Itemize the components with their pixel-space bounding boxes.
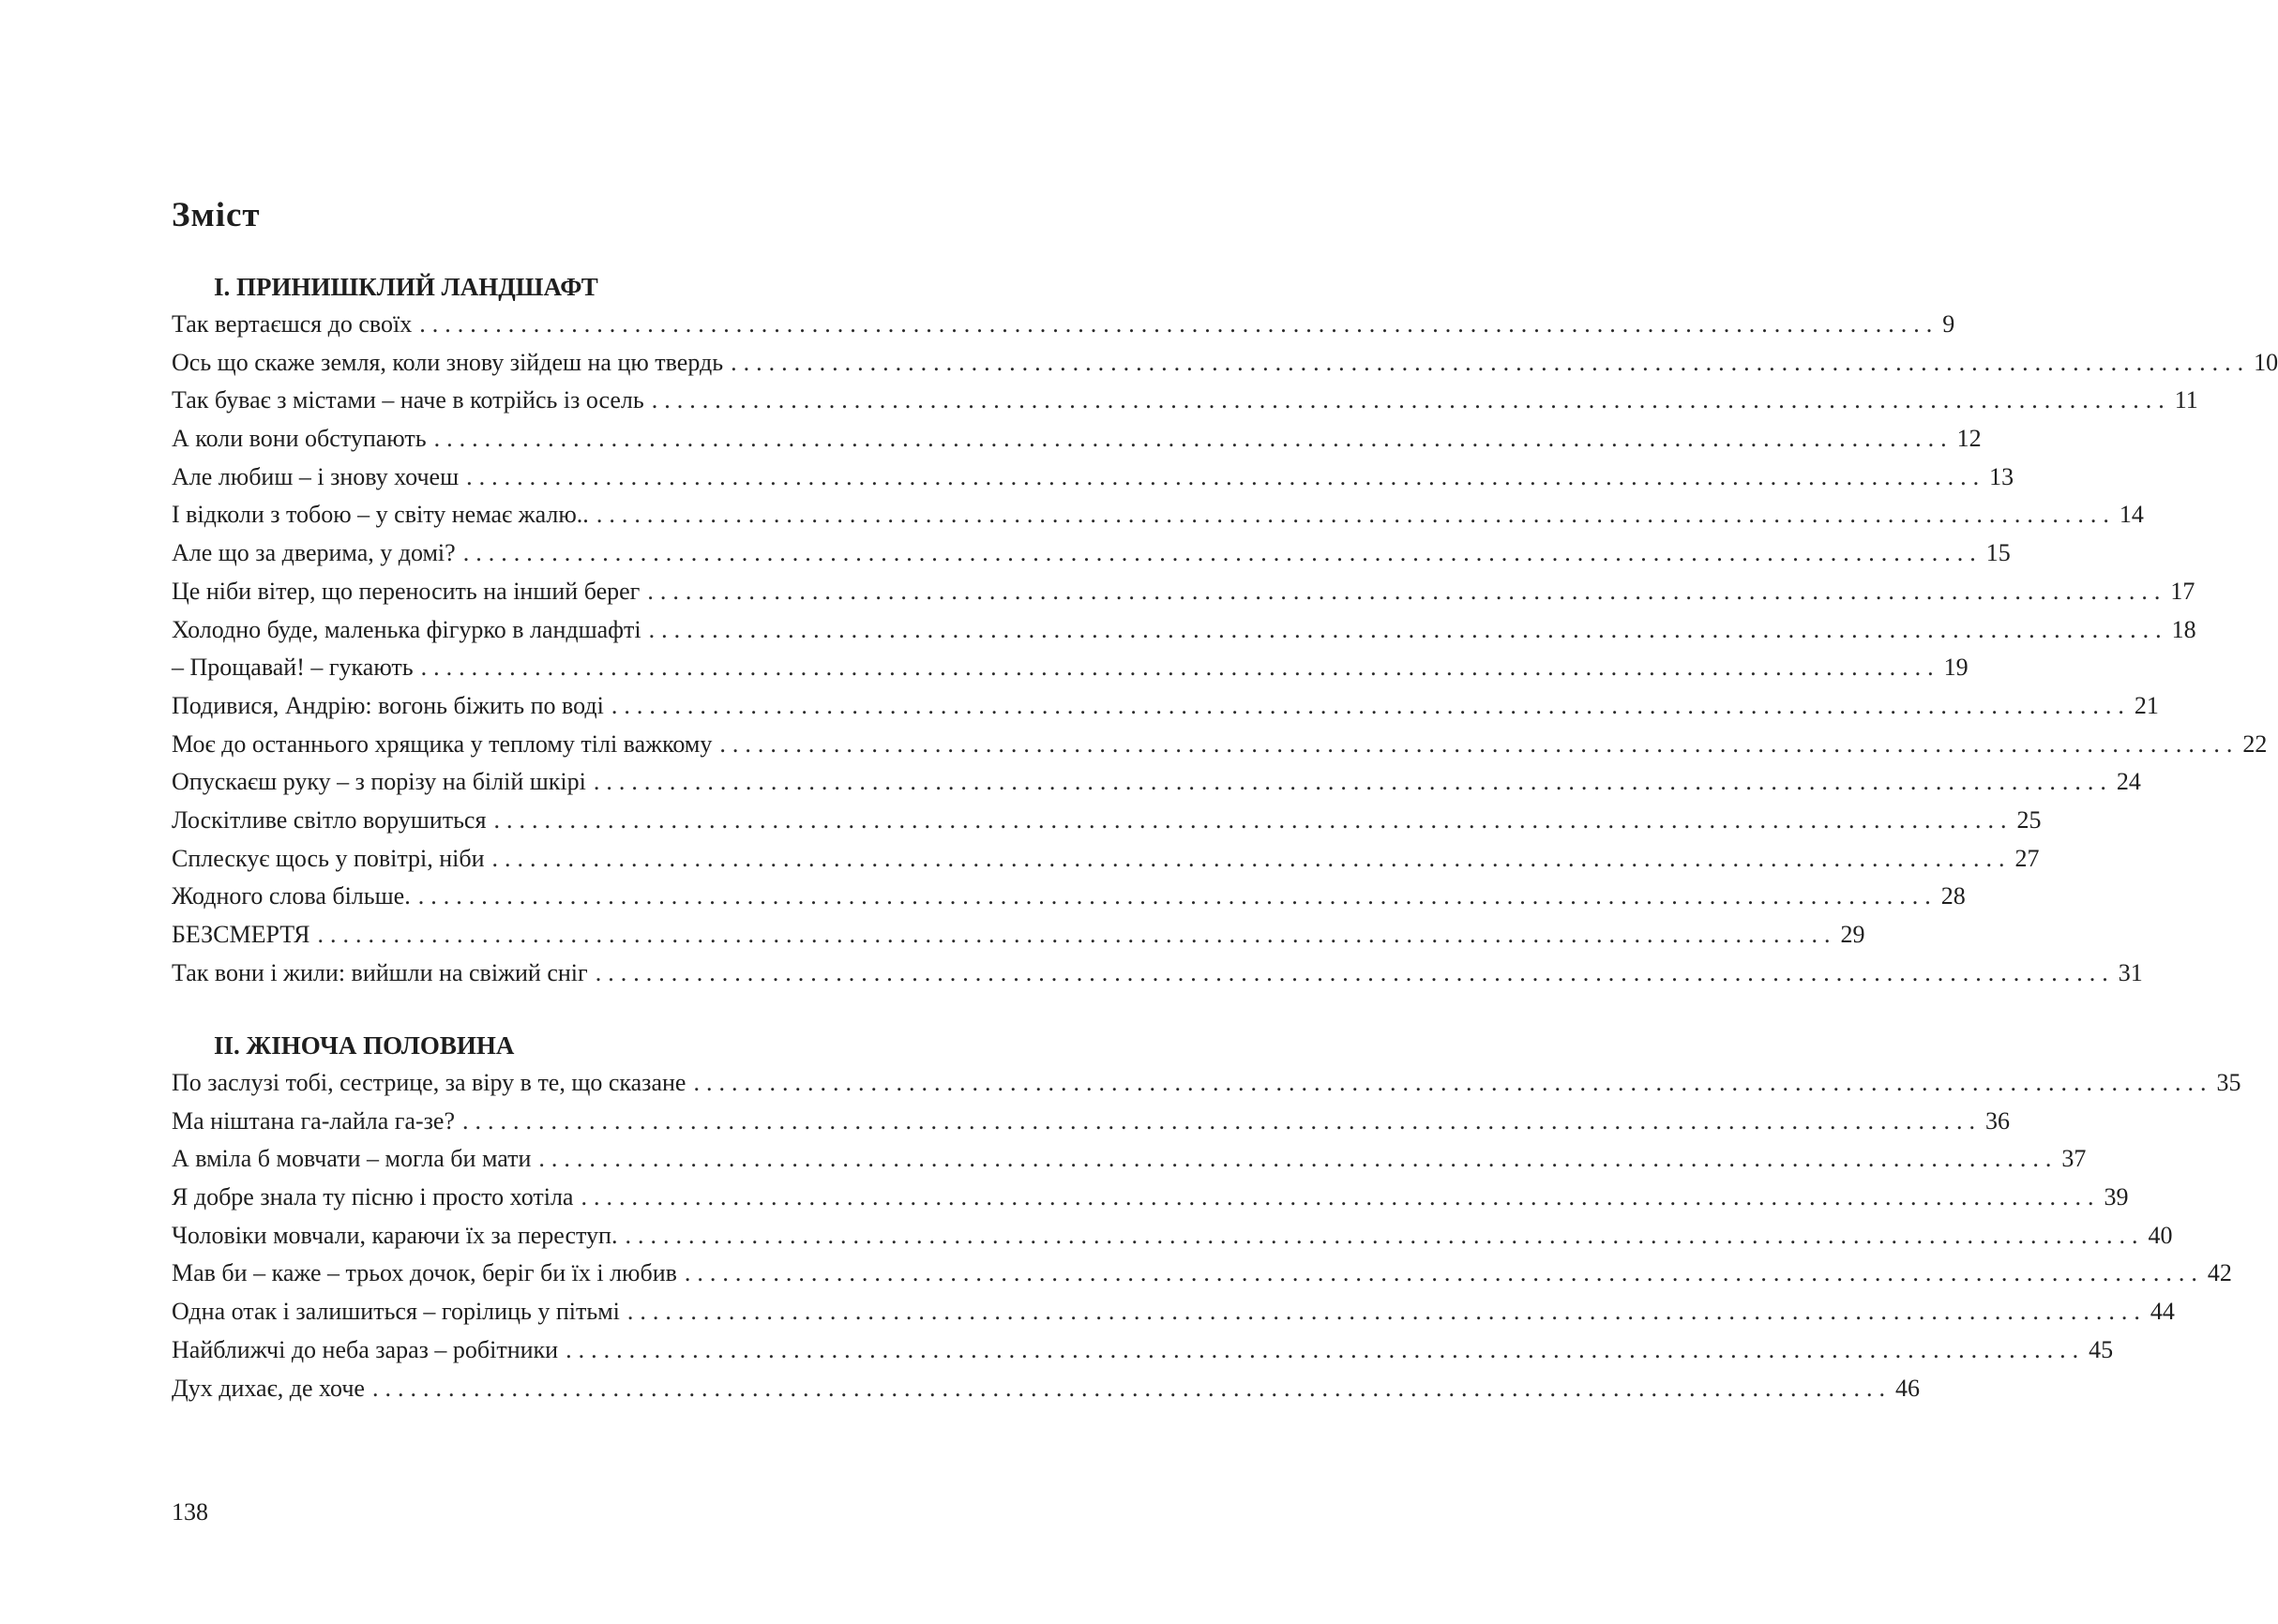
toc-entry-title: Мав би – каже – трьох дочок, беріг би їх і любив <box>172 1259 677 1287</box>
toc-entry <box>172 958 2143 998</box>
page-number-folio: 138 <box>172 1498 208 1526</box>
toc-entry-title: Так вони і жили: вийшли на свіжий сніг <box>172 958 588 986</box>
toc-entry <box>172 691 2159 730</box>
dot-leader: ........................................................................................................................ <box>719 729 2240 758</box>
toc-entry <box>172 386 2198 425</box>
toc-entry <box>172 1069 2241 1107</box>
toc-entry-title: Я добре знала ту пісню і просто хотіла <box>172 1183 574 1211</box>
toc-entry-title: Ма ніштана га-лайла га-зе? <box>172 1106 456 1135</box>
toc-entry-title: Подивися, Андрію: вогонь біжить по воді <box>172 691 604 719</box>
toc-page-number: 22 <box>2242 729 2268 758</box>
toc-page-number: 19 <box>1943 654 1969 682</box>
toc-entry-title: Так вертаєшся до своїх <box>172 310 413 338</box>
toc-entry-title: Лоскітливе світло ворушиться <box>172 805 487 834</box>
toc-entry <box>172 425 1982 463</box>
toc-entry <box>172 1106 2011 1146</box>
dot-leader: ........................................................................................................................ <box>419 310 1939 338</box>
dot-leader: ........................................................................................................................ <box>466 462 1986 490</box>
toc-entry-title: – Прощавай! – гукають <box>172 654 414 682</box>
toc-entry <box>172 844 2040 883</box>
toc-page-number: 31 <box>2118 958 2143 986</box>
dot-leader: ........................................................................................................................ <box>462 539 1983 567</box>
toc-page-number: 18 <box>2171 615 2196 643</box>
toc-entry-title: Найближчі до неба зараз – робітники <box>172 1335 559 1363</box>
toc-entry <box>172 1183 2129 1222</box>
toc-page-number: 36 <box>1985 1106 2011 1135</box>
toc-page-number: 42 <box>2207 1259 2232 1287</box>
dot-leader: ........................................................................................................................ <box>731 348 2251 376</box>
dot-leader: ........................................................................................................................ <box>693 1069 2213 1096</box>
dot-leader: ........................................................................................................................ <box>648 615 2168 643</box>
toc-entry-title: А вміла б мовчати – могла би мати <box>172 1145 532 1173</box>
toc-entry <box>172 768 2141 806</box>
dot-leader: ........................................................................................................................ <box>417 882 1938 910</box>
dot-leader: ........................................................................................................................ <box>420 654 1940 682</box>
dot-leader: ........................................................................................................................ <box>491 844 2012 872</box>
toc-entry-title: Ось що скаже земля, коли знову зійдеш на цю твердь <box>172 348 724 376</box>
toc-entry-title: А коли вони обступають <box>172 425 427 453</box>
toc-page-number: 35 <box>2216 1069 2241 1096</box>
toc-entry <box>172 1335 2114 1375</box>
toc-entry-title: Моє до останнього хрящика у теплому тілі важкому <box>172 729 713 758</box>
toc-page-number: 14 <box>2119 501 2144 529</box>
dot-leader: ........................................................................................................................ <box>493 805 2014 834</box>
toc-page-number: 13 <box>1989 462 2014 490</box>
dot-leader: ........................................................................................................................ <box>566 1335 2086 1363</box>
toc-entry-title: БЕЗСМЕРТЯ <box>172 921 310 948</box>
dot-leader: ........................................................................................................................ <box>595 958 2115 986</box>
toc-entry-title: Сплескує щось у повітрі, ніби <box>172 844 485 872</box>
toc-page-number: 40 <box>2148 1221 2173 1249</box>
dot-leader: ........................................................................................................................ <box>596 501 2116 529</box>
toc-entry-title: Чоловіки мовчали, караючи їх за переступ. <box>172 1221 618 1249</box>
toc-entry <box>172 1145 2087 1183</box>
toc-entry <box>172 805 2042 845</box>
toc-entry <box>172 882 1966 921</box>
toc-page-number: 46 <box>1894 1374 1920 1402</box>
toc-entry <box>172 615 2196 654</box>
toc-entry <box>172 462 2014 502</box>
toc-entry-title: Але любиш – і знову хочеш <box>172 462 460 490</box>
dot-leader: ........................................................................................................................ <box>611 691 2131 719</box>
toc-entry <box>172 348 2278 387</box>
toc-page-number: 39 <box>2104 1183 2129 1211</box>
dot-leader: ........................................................................................................................ <box>371 1374 1892 1402</box>
dot-leader: ........................................................................................................................ <box>581 1183 2101 1211</box>
toc-entry <box>172 577 2195 616</box>
toc-entry <box>172 539 2011 578</box>
toc-entry-title: Жодного слова більше. <box>172 882 411 910</box>
toc-page-number: 9 <box>1942 310 1955 338</box>
dot-leader: ........................................................................................................................ <box>651 386 2171 414</box>
toc-entry-title: По заслузі тобі, сестрице, за віру в те, що сказане <box>172 1069 686 1096</box>
toc-entry <box>172 1259 2232 1298</box>
toc-entry <box>172 501 2144 539</box>
toc-page-number: 28 <box>1940 882 1966 910</box>
toc-entry-title: Так буває з містами – наче в котрійсь із осель <box>172 386 644 414</box>
toc-page-number: 45 <box>2089 1335 2114 1363</box>
toc-page-number: 29 <box>1840 921 1865 948</box>
toc-page-number: 15 <box>1985 539 2011 567</box>
toc-page-number: 11 <box>2174 386 2198 414</box>
dot-leader: ........................................................................................................................ <box>626 1298 2147 1326</box>
toc-page-number: 44 <box>2150 1298 2175 1326</box>
toc-entry-title: Це ніби вітер, що переносить на інший берег <box>172 577 641 605</box>
toc-entry-title: Дух дихає, де хоче <box>172 1374 365 1402</box>
dot-leader: ........................................................................................................................ <box>538 1145 2059 1173</box>
toc-entry <box>172 729 2268 769</box>
section-heading-2: II. ЖІНОЧА ПОЛОВИНА <box>214 1031 515 1060</box>
toc-page-number: 12 <box>1956 425 1982 453</box>
toc-list-section-1 <box>172 310 2278 997</box>
toc-page-number: 24 <box>2116 768 2141 796</box>
toc-entry <box>172 654 1969 692</box>
toc-entry-title: Одна отак і залишиться – горілиць у пітьмі <box>172 1298 620 1326</box>
section-heading-1: I. ПРИНИШКЛИЙ ЛАНДШАФТ <box>214 273 598 301</box>
toc-page-number: 27 <box>2014 844 2040 872</box>
toc-page-number: 17 <box>2170 577 2195 605</box>
toc-page-number: 37 <box>2061 1145 2087 1173</box>
toc-page-number: 21 <box>2134 691 2159 719</box>
dot-leader: ........................................................................................................................ <box>625 1221 2145 1249</box>
toc-entry <box>172 1221 2173 1260</box>
toc-entry-title: Опускаєш руку – з порізу на білій шкірі <box>172 768 586 796</box>
toc-entry <box>172 1298 2175 1336</box>
toc-entry <box>172 310 1955 349</box>
toc-page-number: 25 <box>2016 805 2042 834</box>
toc-entry-title: Але що за дверима, у домі? <box>172 539 456 567</box>
toc-entry-title: І відколи з тобою – у світу немає жалю.. <box>172 501 589 529</box>
toc-entry-title: Холодно буде, маленька фігурко в ландшафті <box>172 615 641 643</box>
dot-leader: ........................................................................................................................ <box>647 577 2167 605</box>
dot-leader: ........................................................................................................................ <box>593 768 2113 796</box>
toc-entry <box>172 1374 1920 1413</box>
toc-entry <box>172 921 1865 959</box>
toc-list-section-2 <box>172 1069 2241 1412</box>
dot-leader: ........................................................................................................................ <box>684 1259 2204 1287</box>
toc-page-number: 10 <box>2254 348 2278 376</box>
dot-leader: ........................................................................................................................ <box>433 425 1954 453</box>
page-title: Зміст <box>172 196 261 234</box>
dot-leader: ........................................................................................................................ <box>317 921 1837 948</box>
dot-leader: ........................................................................................................................ <box>462 1106 1983 1135</box>
